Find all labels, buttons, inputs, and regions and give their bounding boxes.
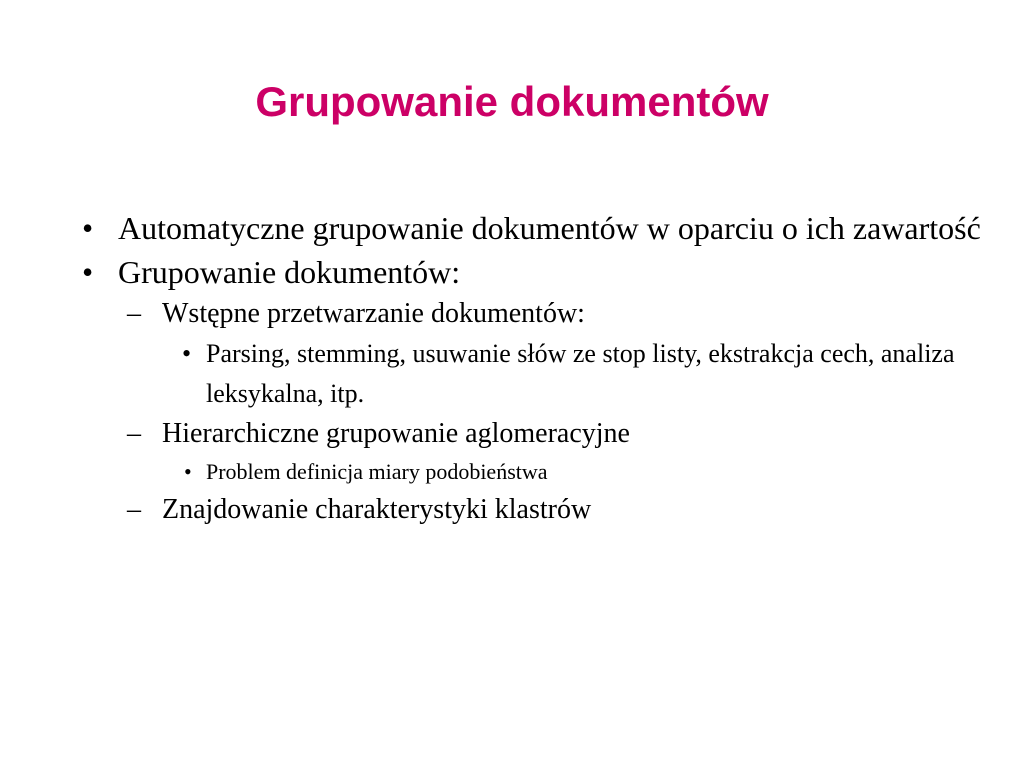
bullet-marker: • (184, 459, 192, 484)
bullet-marker: • (82, 210, 94, 246)
sub-sub-item-parsing (82, 334, 982, 414)
dash-marker: – (127, 298, 141, 329)
sub-item-text: Znajdowanie charakterystyki klastrów (162, 494, 592, 525)
bullet-marker: • (182, 339, 192, 368)
slide-title: Grupowanie dokumentów (255, 78, 769, 125)
sub-item-cluster-characteristics (82, 490, 982, 530)
bullet-list (82, 206, 982, 530)
sub-sub-item-similarity-measure (82, 454, 982, 490)
bullet-text: Automatyczne grupowanie dokumentów w oparciu o ich zawartość (118, 210, 981, 246)
dash-marker: – (127, 494, 141, 525)
sub-item-text: Hierarchiczne grupowanie aglomeracyjne (162, 418, 630, 449)
dash-marker: – (127, 418, 141, 449)
sub-item-preprocessing (82, 294, 982, 334)
sub-item-text: Wstępne przetwarzanie dokumentów: (162, 298, 585, 329)
sub-sub-item-text: Problem definicja miary podobieństwa (206, 459, 548, 484)
bullet-item-document-clustering (82, 250, 982, 294)
bullet-item-automatic-clustering (82, 206, 982, 250)
sub-sub-item-text: Parsing, stemming, usuwanie słów ze stop listy, ekstrakcja cech, analiza leksykalna, itp. (206, 339, 955, 408)
bullet-text: Grupowanie dokumentów: (118, 254, 461, 290)
sub-item-hierarchical-clustering (82, 414, 982, 454)
bullet-marker: • (82, 254, 94, 290)
